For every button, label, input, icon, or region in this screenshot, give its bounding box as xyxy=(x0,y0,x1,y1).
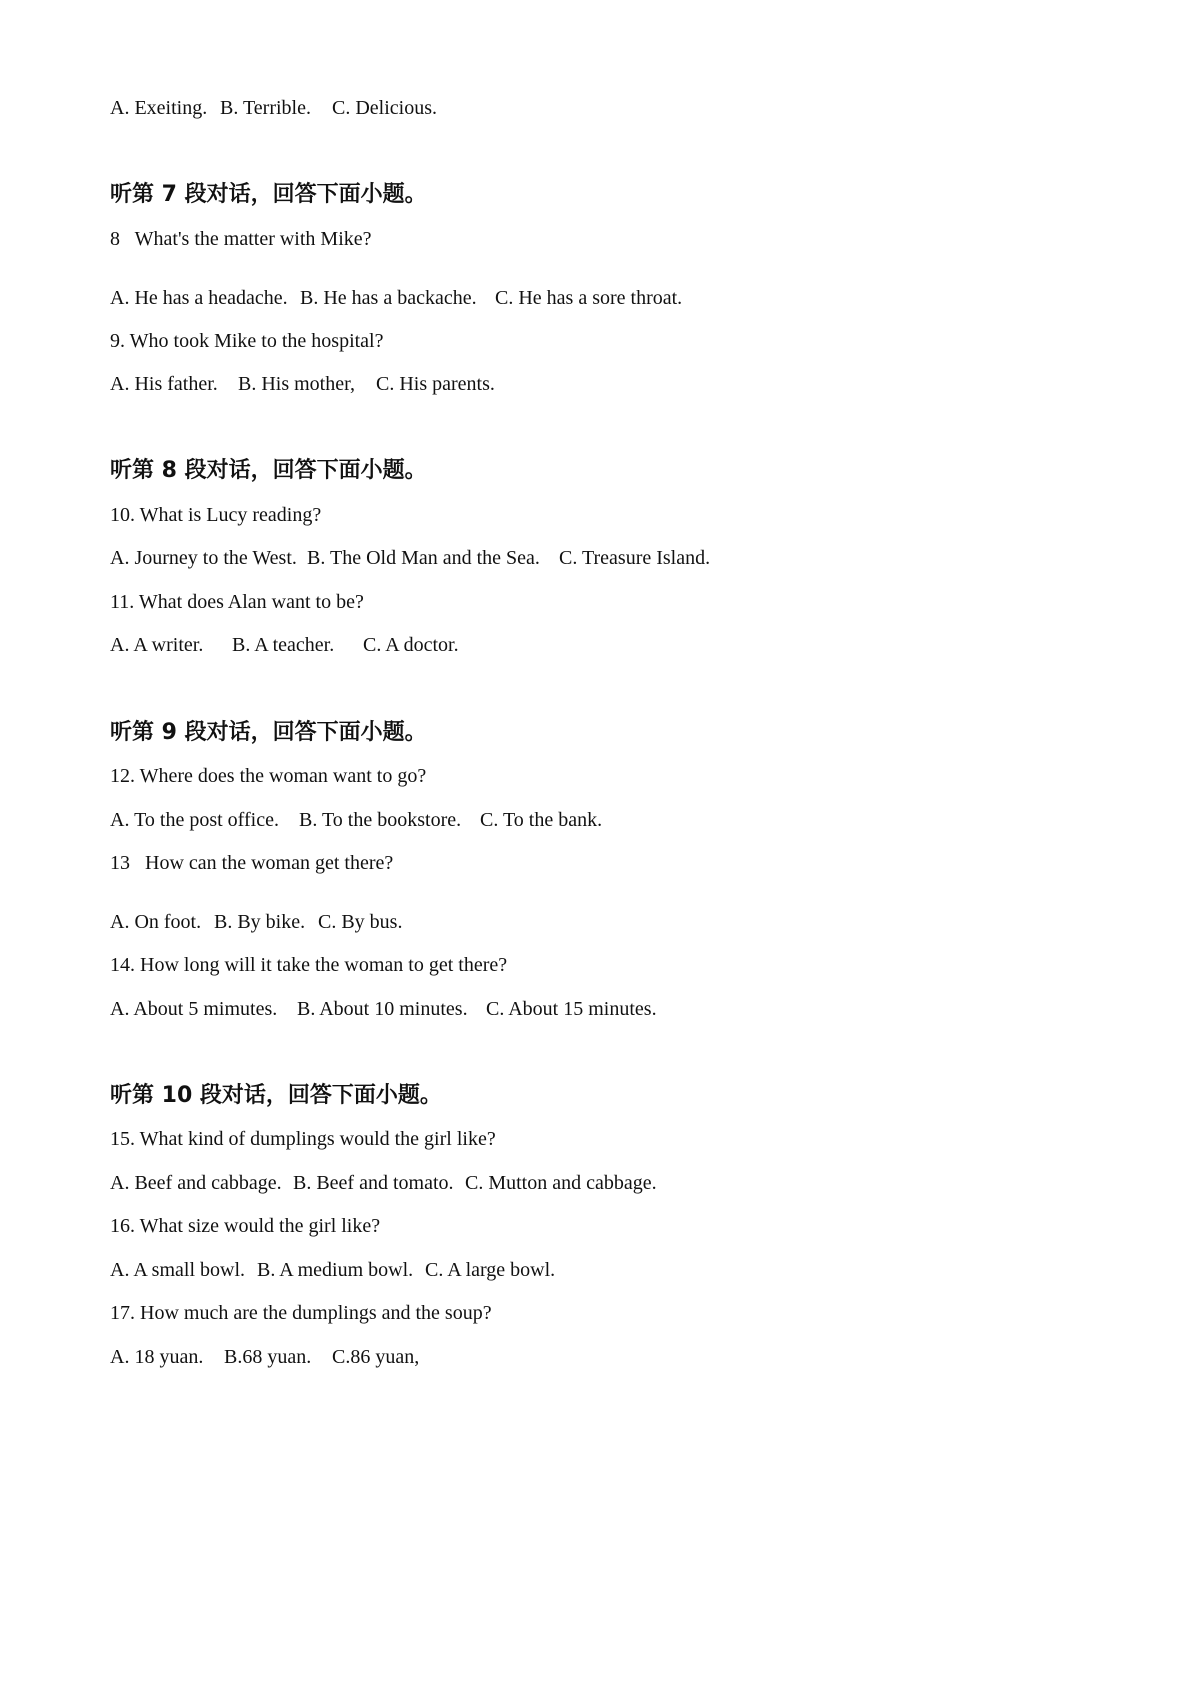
answer-option: C. By bus. xyxy=(318,911,403,933)
question-text: 8 What's the matter with Mike? xyxy=(110,228,372,250)
question-text: 11. What does Alan want to be? xyxy=(110,591,364,613)
answer-option: B. Beef and tomato. xyxy=(293,1172,454,1194)
answer-option: A. A small bowl. xyxy=(110,1259,246,1281)
question-text: 15. What kind of dumplings would the girl like? xyxy=(110,1128,496,1150)
answer-option: C.86 yuan, xyxy=(332,1346,420,1368)
answer-option: C. About 15 minutes. xyxy=(486,998,657,1020)
answer-option: B.68 yuan. xyxy=(224,1346,312,1368)
answer-option: B. To the bookstore. xyxy=(299,809,462,831)
question-text: 14. How long will it take the woman to get there? xyxy=(110,954,508,976)
answer-option: B. A medium bowl. xyxy=(257,1259,414,1281)
answer-option: B. His mother, xyxy=(238,373,355,395)
answer-option: A. Exeiting. xyxy=(110,97,208,119)
answer-option: B. About 10 minutes. xyxy=(297,998,468,1020)
answer-option: C. Mutton and cabbage. xyxy=(465,1172,657,1194)
question-text: 9. Who took Mike to the hospital? xyxy=(110,330,384,352)
section-heading: 听第 10 段对话，回答下面小题。 xyxy=(110,1083,442,1108)
answer-option: A. On foot. xyxy=(110,911,202,933)
answer-option: C. A large bowl. xyxy=(425,1259,556,1281)
question-text: 17. How much are the dumplings and the soup? xyxy=(110,1302,492,1324)
answer-option: C. He has a sore throat. xyxy=(495,287,683,309)
answer-option: C. Delicious. xyxy=(332,97,437,119)
question-text: 13 How can the woman get there? xyxy=(110,852,394,874)
section-heading: 听第 8 段对话，回答下面小题。 xyxy=(110,458,427,483)
answer-option: A. Beef and cabbage. xyxy=(110,1172,282,1194)
answer-option: A. To the post office. xyxy=(110,809,279,831)
answer-option: B. By bike. xyxy=(214,911,306,933)
answer-option: A. Journey to the West. xyxy=(110,547,297,569)
section-heading: 听第 7 段对话，回答下面小题。 xyxy=(110,182,427,207)
question-text: 16. What size would the girl like? xyxy=(110,1215,381,1237)
question-text: 12. Where does the woman want to go? xyxy=(110,765,427,787)
answer-option: A. 18 yuan. xyxy=(110,1346,204,1368)
answer-option: A. His father. xyxy=(110,373,218,395)
answer-option: B. A teacher. xyxy=(232,634,335,656)
answer-option: B. He has a backache. xyxy=(300,287,477,309)
question-text: 10. What is Lucy reading? xyxy=(110,504,322,526)
answer-option: B. Terrible. xyxy=(220,97,311,119)
answer-option: B. The Old Man and the Sea. xyxy=(307,547,540,569)
answer-option: A. He has a headache. xyxy=(110,287,288,309)
answer-option: C. His parents. xyxy=(376,373,495,395)
answer-option: A. A writer. xyxy=(110,634,204,656)
answer-option: C. A doctor. xyxy=(363,634,459,656)
section-heading: 听第 9 段对话，回答下面小题。 xyxy=(110,720,427,745)
answer-option: C. Treasure Island. xyxy=(559,547,711,569)
answer-option: C. To the bank. xyxy=(480,809,603,831)
answer-option: A. About 5 mimutes. xyxy=(110,998,278,1020)
